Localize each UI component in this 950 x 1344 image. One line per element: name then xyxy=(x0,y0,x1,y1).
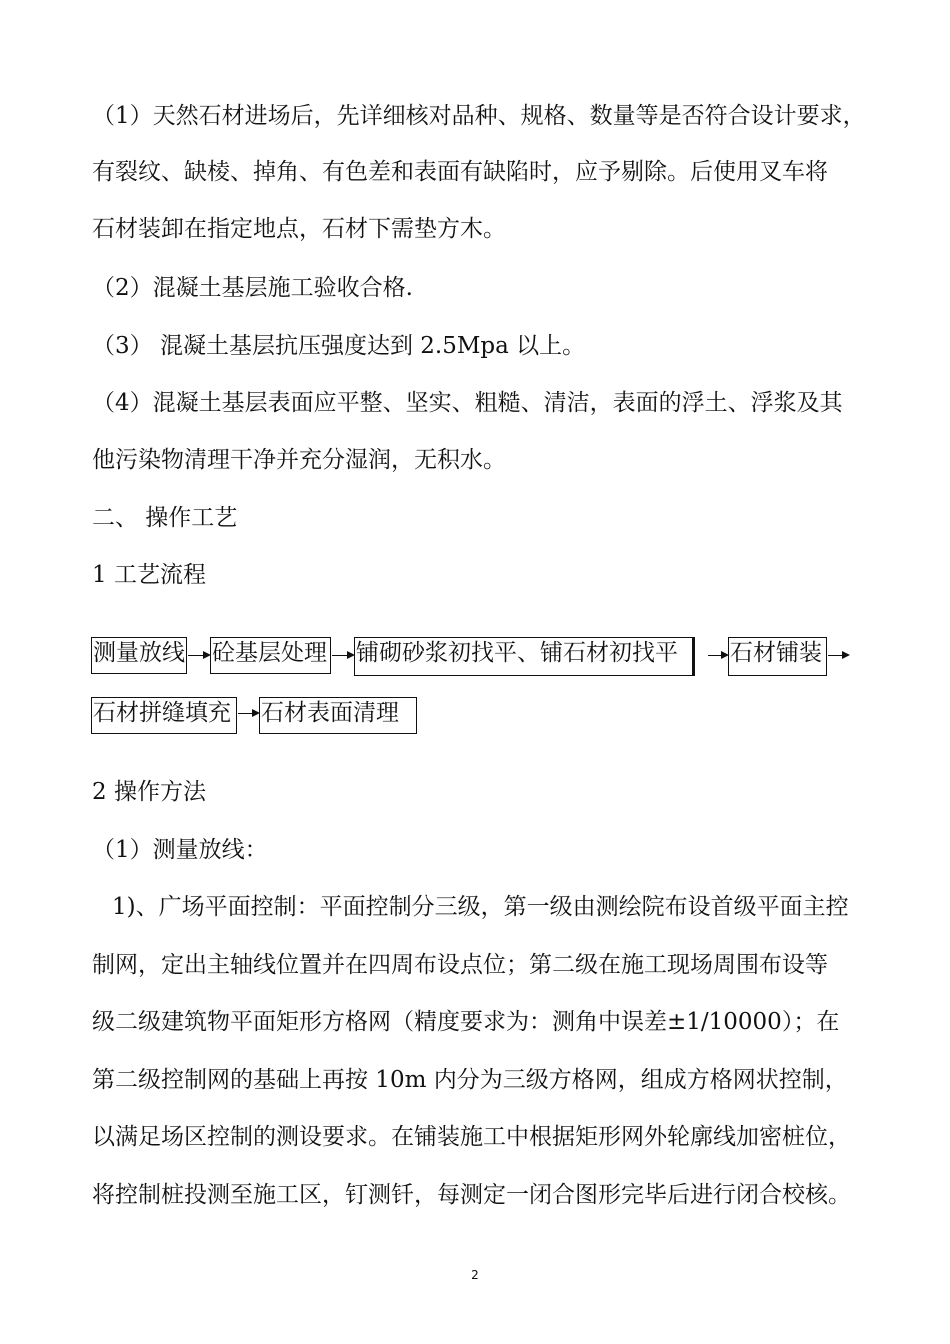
method-line-1: 1)、广场平面控制：平面控制分三级，第一级由测绘院布设首级平面主控 xyxy=(112,894,849,920)
flow-step-initial-leveling: 铺砌砂浆初找平、铺石材初找平 xyxy=(354,637,695,676)
flow-step-survey: 测量放线 xyxy=(91,637,187,674)
subheading-method: 2 操作方法 xyxy=(92,779,206,805)
paragraph-4-line-1: （4）混凝土基层表面应平整、坚实、粗糙、清洁，表面的浮土、浮浆及其 xyxy=(92,390,843,416)
paragraph-1-line-2: 有裂纹、缺棱、掉角、有色差和表面有缺陷时，应予剔除。后使用叉车将 xyxy=(92,159,828,185)
flow-arrow-icon xyxy=(708,655,727,656)
method-line-5: 以满足场区控制的测设要求。在铺装施工中根据矩形网外轮廓线加密桩位， xyxy=(92,1124,851,1150)
page-number: 2 xyxy=(471,1268,479,1282)
paragraph-2: （2）混凝土基层施工验收合格. xyxy=(92,275,413,301)
method-line-2: 制网，定出主轴线位置并在四周布设点位；第二级在施工现场周围布设等 xyxy=(92,952,828,978)
method-1-heading: （1）测量放线： xyxy=(92,837,268,863)
flow-step-joint-filling: 石材拼缝填充 xyxy=(91,697,237,734)
method-line-3: 级二级建筑物平面矩形方格网（精度要求为：测角中误差±1/10000）；在 xyxy=(92,1009,840,1035)
flow-arrow-icon xyxy=(188,655,209,656)
paragraph-1-line-1: （1）天然石材进场后，先详细核对品种、规格、数量等是否符合设计要求， xyxy=(92,103,866,129)
paragraph-1-line-3: 石材装卸在指定地点，石材下需垫方木。 xyxy=(92,216,506,242)
flow-arrow-icon xyxy=(238,713,258,714)
paragraph-4-line-2: 他污染物清理干净并充分湿润，无积水。 xyxy=(92,447,506,473)
paragraph-3: （3） 混凝土基层抗压强度达到 2.5Mpa 以上。 xyxy=(92,333,586,359)
method-line-6: 将控制桩投测至施工区，钉测钎，每测定一闭合图形完毕后进行闭合校核。 xyxy=(92,1182,851,1208)
flow-step-base-treatment: 砼基层处理 xyxy=(210,637,331,674)
flow-arrow-icon xyxy=(332,655,353,656)
flow-step-surface-cleaning: 石材表面清理 xyxy=(259,697,417,734)
flow-step-paving: 石材铺装 xyxy=(728,637,827,676)
flow-arrow-icon xyxy=(828,655,848,656)
section-heading: 二、 操作工艺 xyxy=(92,505,238,531)
method-line-4: 第二级控制网的基础上再按 10m 内分为三级方格网，组成方格网状控制， xyxy=(92,1067,848,1093)
subheading-process-flow: 1 工艺流程 xyxy=(92,562,206,588)
